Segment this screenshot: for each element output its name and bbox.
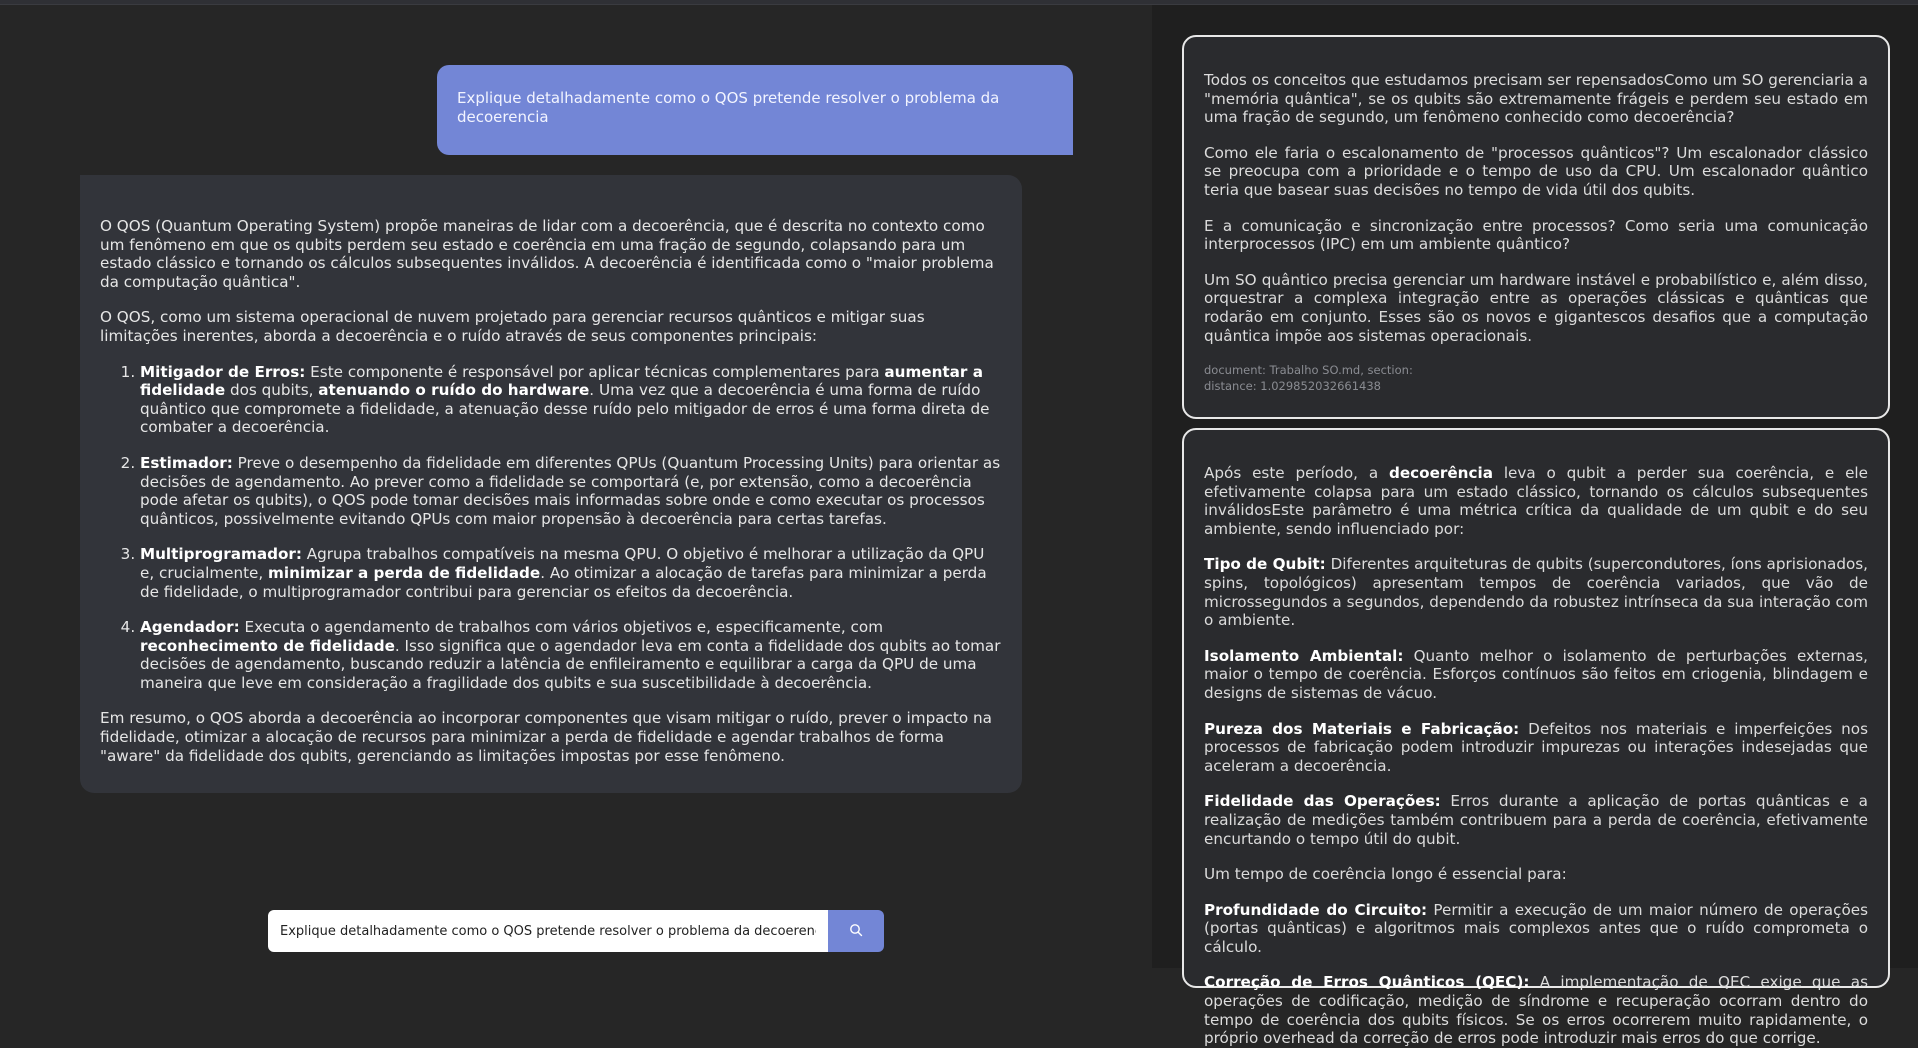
source-factor: Isolamento Ambiental: Quanto melhor o isolamento de perturbações externas, maior o tempo de coerência. Esforços contínuos são feitos em criogenia, blindagem e designs de sistemas de vácuo. — [1204, 646, 1868, 702]
source-factor: Fidelidade das Operações: Erros durante a aplicação de portas quânticas e a realização de medições também contribuem para a perda de coerência, efetivamente encurtando o tempo útil do qubit. — [1204, 792, 1868, 848]
answer-components-list — [140, 363, 1002, 693]
search-button[interactable] — [828, 910, 884, 952]
source-need: Profundidade do Circuito: Permitir a execução de um maior número de operações (portas quânticas) e algoritmos mais complexos antes que o ruído comprometa o cálculo. — [1204, 900, 1868, 956]
assistant-message-bubble — [80, 175, 1022, 793]
source-distance: distance: 1.029852032661438 — [1204, 379, 1381, 394]
list-item: 3. Multiprogramador: Agrupa trabalhos compatíveis na mesma QPU. O objetivo é melhorar a utilização da QPU e, crucialmente, minimizar a perda de fidelidade. Ao otimizar a alocação de tarefas para minimizar a perda de fidelidade, o multiprogramador contribui para gerenciar os efeitos da decoerência. — [140, 545, 1002, 601]
source-paragraph: Como ele faria o escalonamento de "processos quânticos"? Um escalonador clássico se preocupa com a prioridade e o tempo de uso da CPU. Um escalonador quântico teria que basear suas decisões no tempo de vida útil dos qubits. — [1204, 143, 1868, 199]
source-factor: Tipo de Qubit: Diferentes arquiteturas de qubits (supercondutores, íons aprisionados, spins, topológicos) apresentam tempos de coerência variados, que vão de microssegundos a segundos, dependendo da robustez intrínseca da sua interação com o ambiente. — [1204, 555, 1868, 630]
user-message-bubble — [437, 65, 1073, 155]
source-paragraph: Um SO quântico precisa gerenciar um hardware instável e probabilístico e, além disso, orquestrar a complexa integração entre as operações clássicas e quânticas que rodarão em conjunto. Esses são os novos e gigantescos desafios que a computação quântica impõe aos sistemas operacionais. — [1204, 270, 1868, 345]
search-bar — [268, 910, 884, 952]
source-paragraph: E a comunicação e sincronização entre processos? Como seria uma comunicação interprocessos (IPC) em um ambiente quântico? — [1204, 216, 1868, 254]
source-card — [1182, 35, 1890, 419]
answer-summary: Em resumo, o QOS aborda a decoerência ao incorporar componentes que visam mitigar o ruído, prever o impacto na fidelidade, otimizar a alocação de recursos para minimizar a perda de fidelidade e agendar trabalhos de forma "aware" da fidelidade dos qubits, gerenciando as limitações impostas por esse fenômeno. — [100, 709, 992, 765]
list-item: 4. Agendador: Executa o agendamento de trabalhos com vários objetivos e, especificamente, com reconhecimento de fidelidade. Isso significa que o agendador leva em conta a fidelidade dos qubits ao tomar decisões de agendamento, buscando reduzir a latência de enfileiramento e equilibrar a carga da QPU de uma maneira que leve em consideração a fragilidade dos qubits e sua suscetibilidade à decoerência. — [140, 618, 1002, 692]
answer-intro: O QOS (Quantum Operating System) propõe maneiras de lidar com a decoerência, que é descrita no contexto como um fenômeno em que os qubits perdem seu estado e coerência em uma fração de segundo, colapsando para um estado clássico e tornando os cálculos subsequentes inválidos. A decoerência é identificada como o "maior problema da computação quântica". — [100, 217, 994, 291]
search-icon — [849, 923, 863, 940]
search-input[interactable] — [268, 910, 828, 952]
source-need: Correção de Erros Quânticos (QEC): A implementação de QEC exige que as operações de codificação, medição de síndrome e recuperação ocorram dentro do tempo de coerência dos qubits físicos. Se os erros ocorrerem muito rapidamente, o próprio overhead da correção de erros pode introduzir mais erros do que corrige. — [1204, 973, 1868, 1048]
list-item: 2. Estimador: Preve o desempenho da fidelidade em diferentes QPUs (Quantum Processing Units) para orientar as decisões de agendamento. Ao prever como a fidelidade se comportará (e, por extensão, como a decoerência pode afetar os qubits), o QOS pode tomar decisões mais informadas sobre onde e como executar os processos quânticos, possivelmente evitando QPUs com maior propensão à decoerência para certas tarefas. — [140, 454, 1002, 528]
source-document: document: Trabalho SO.md, section: — [1204, 363, 1413, 378]
source-paragraph: Todos os conceitos que estudamos precisam ser repensadosComo um SO gerenciaria a "memória quântica", se os qubits são extremamente frágeis e perdem seu estado em uma fração de segundo, um fenômeno conhecido como decoerência? — [1204, 71, 1868, 127]
user-message-text: Explique detalhadamente como o QOS pretende resolver o problema da decoerencia — [457, 89, 1000, 126]
source-factor: Pureza dos Materiais e Fabricação: Defeitos nos materiais e imperfeições nos processos de fabricação podem introduzir impurezas ou interações indesejadas que aceleram a decoerência. — [1204, 719, 1868, 775]
answer-lead: O QOS, como um sistema operacional de nuvem projetado para gerenciar recursos quânticos e mitigar suas limitações inerentes, aborda a decoerência e o ruído através de seus componentes principais: — [100, 308, 925, 345]
source-paragraph: Após este período, a decoerência leva o qubit a perder sua coerência, e ele efetivamente colapsa para um estado clássico, tornando os cálculos subsequentes inválidosEste parâmetro é uma métrica crítica da qualidade de um qubit e do seu ambiente, sendo influenciado por: — [1204, 464, 1868, 538]
source-paragraph: Um tempo de coerência longo é essencial para: — [1204, 865, 1567, 884]
chat-pane — [0, 5, 1152, 968]
sources-pane[interactable] — [1152, 5, 1918, 1048]
list-item: 1. Mitigador de Erros: Este componente é responsável por aplicar técnicas complementares para aumentar a fidelidade dos qubits, atenuando o ruído do hardware. Uma vez que a decoerência é uma forma de ruído quântico que compromete a fidelidade, a atenuação desse ruído pelo mitigador de erros é uma forma direta de combater a decoerência. — [140, 363, 1002, 437]
source-card — [1182, 428, 1890, 1048]
